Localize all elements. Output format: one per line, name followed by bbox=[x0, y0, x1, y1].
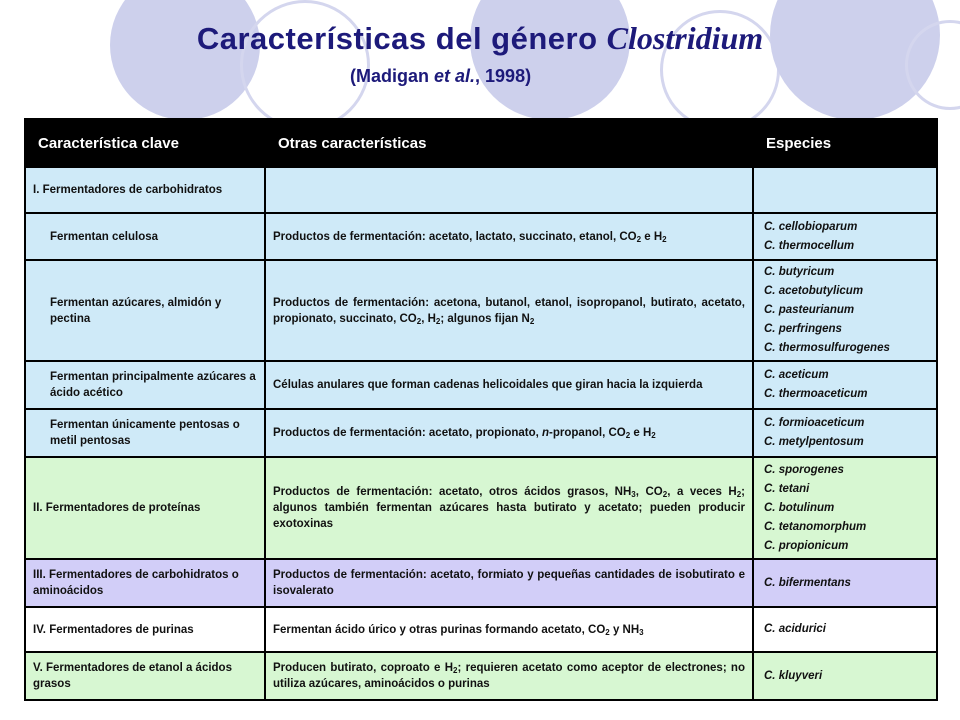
species-name: C. tetani bbox=[764, 482, 810, 495]
other-cell bbox=[265, 167, 753, 213]
species-name: C. kluyveri bbox=[764, 669, 823, 682]
species-name: C. propionicum bbox=[764, 539, 849, 552]
key-cell: I. Fermentadores de carbohidratos bbox=[25, 167, 265, 213]
subscript: 2 bbox=[662, 234, 667, 244]
subscript: 2 bbox=[453, 666, 458, 675]
other-cell bbox=[265, 409, 753, 457]
text-segment: -propanol, CO bbox=[549, 427, 626, 439]
other-cell bbox=[265, 213, 753, 260]
subscript: 2 bbox=[416, 316, 422, 326]
species-name: C. metylpentosum bbox=[764, 436, 864, 448]
species-cell bbox=[753, 213, 937, 260]
species-name: C. tetanomorphum bbox=[764, 520, 867, 533]
table-row bbox=[25, 409, 937, 457]
header-key: Característica clave bbox=[25, 119, 265, 167]
species-name: C. aceticum bbox=[764, 369, 829, 381]
clostridium-table bbox=[24, 118, 938, 701]
table-row-group-IV bbox=[25, 607, 937, 652]
key-cell: II. Fermentadores de proteínas bbox=[25, 457, 265, 559]
title-genus: Clostridium bbox=[606, 20, 764, 56]
text-segment: ; requieren acetato como aceptor de electrones; no utiliza azúcares, aminoácidos o purinas bbox=[273, 662, 745, 690]
text-segment: Productos de fermentación: acetato, otros ácidos grasos, NH bbox=[273, 486, 632, 498]
subscript: 2 bbox=[651, 431, 656, 440]
table-row bbox=[25, 361, 937, 409]
header-species: Especies bbox=[753, 119, 937, 167]
species-name: C. formioaceticum bbox=[764, 417, 865, 429]
species-name: C. perfringens bbox=[764, 323, 842, 335]
other-cell bbox=[265, 559, 753, 607]
species-cell bbox=[753, 409, 937, 457]
key-cell: V. Fermentadores de etanol a ácidos grasos bbox=[25, 652, 265, 700]
species-cell bbox=[753, 457, 937, 559]
species-name: C. butyricum bbox=[764, 266, 835, 278]
species-name: C. thermocellum bbox=[764, 239, 855, 252]
species-cell bbox=[753, 559, 937, 607]
text-segment: Productos de fermentación: acetato, propionato, bbox=[273, 427, 543, 439]
subscript: 2 bbox=[435, 316, 441, 326]
header-other: Otras características bbox=[265, 119, 753, 167]
text-segment: Producen butirato, coproato e H bbox=[273, 662, 454, 674]
table-row-group-V bbox=[25, 652, 937, 700]
species-cell bbox=[753, 260, 937, 361]
species-name: C. bifermentans bbox=[764, 576, 851, 589]
text-segment: Productos de fermentación: acetona, butanol, etanol, isopropanol, butirato, acetato, propionato, succinato, CO bbox=[273, 296, 745, 325]
table-row-group-III bbox=[25, 559, 937, 607]
citation-suffix: , 1998) bbox=[475, 66, 532, 86]
text-segment: , CO bbox=[635, 486, 663, 498]
other-cell bbox=[265, 652, 753, 700]
other-cell bbox=[265, 361, 753, 409]
text-segment: e H bbox=[630, 427, 652, 439]
page-title bbox=[0, 18, 960, 59]
subscript: 2 bbox=[605, 627, 610, 637]
table-header-row bbox=[25, 119, 937, 167]
species-name: C. sporogenes bbox=[764, 463, 844, 476]
key-cell: Fermentan azúcares, almidón y pectina bbox=[25, 260, 265, 361]
table-row-group-I bbox=[25, 167, 937, 213]
text-segment: , a veces H bbox=[667, 486, 737, 498]
other-cell bbox=[265, 457, 753, 559]
key-cell: Fermentan únicamente pentosas o metil pentosas bbox=[25, 409, 265, 457]
text-segment: y NH bbox=[609, 623, 640, 636]
other-cell bbox=[265, 607, 753, 652]
species-name: C. botulinum bbox=[764, 501, 835, 514]
subscript: 2 bbox=[736, 490, 742, 499]
species-cell bbox=[753, 361, 937, 409]
table-row bbox=[25, 213, 937, 260]
species-name: C. acidurici bbox=[764, 623, 826, 635]
text-segment: ; algunos también fermentan azúcares hasta butirato y acetato; pueden producir exotoxinas bbox=[273, 486, 746, 530]
subscript: 2 bbox=[625, 431, 631, 440]
key-cell: Fermentan celulosa bbox=[25, 213, 265, 260]
text-segment: Productos de fermentación: acetato, lactato, succinato, etanol, CO bbox=[273, 230, 637, 243]
subscript: 2 bbox=[529, 316, 535, 326]
species-name: C. thermosulfurogenes bbox=[764, 342, 890, 354]
table-row-group-II bbox=[25, 457, 937, 559]
citation-prefix: (Madigan bbox=[350, 66, 434, 86]
species-name: C. pasteurianum bbox=[764, 304, 855, 316]
species-cell bbox=[753, 652, 937, 700]
subscript: 2 bbox=[636, 234, 642, 244]
key-cell: IV. Fermentadores de purinas bbox=[25, 607, 265, 652]
key-cell: III. Fermentadores de carbohidratos o aminoácidos bbox=[25, 559, 265, 607]
key-cell: Fermentan principalmente azúcares a ácido acético bbox=[25, 361, 265, 409]
text-segment: , H bbox=[421, 312, 436, 325]
table-row bbox=[25, 260, 937, 361]
citation-et-al: et al. bbox=[434, 66, 476, 86]
citation bbox=[350, 65, 531, 87]
text-segment: e H bbox=[641, 230, 663, 243]
species-cell bbox=[753, 167, 937, 213]
subscript: 3 bbox=[631, 490, 636, 499]
text-segment: n bbox=[542, 427, 550, 439]
text-segment: Productos de fermentación: acetato, formiato y pequeñas cantidades de isobutirato e isovalerato bbox=[273, 569, 745, 597]
text-segment: Fermentan ácido úrico y otras purinas formando acetato, CO bbox=[273, 623, 606, 636]
species-name: C. cellobioparum bbox=[764, 220, 858, 233]
subscript: 2 bbox=[662, 490, 668, 499]
species-cell bbox=[753, 607, 937, 652]
text-segment: Células anulares que forman cadenas helicoidales que giran hacia la izquierda bbox=[273, 379, 703, 391]
subscript: 3 bbox=[639, 627, 644, 637]
title-main: Características del género bbox=[196, 21, 598, 56]
species-name: C. acetobutylicum bbox=[764, 285, 864, 297]
text-segment: ; algunos fijan N bbox=[440, 312, 530, 325]
species-name: C. thermoaceticum bbox=[764, 388, 868, 400]
other-cell bbox=[265, 260, 753, 361]
